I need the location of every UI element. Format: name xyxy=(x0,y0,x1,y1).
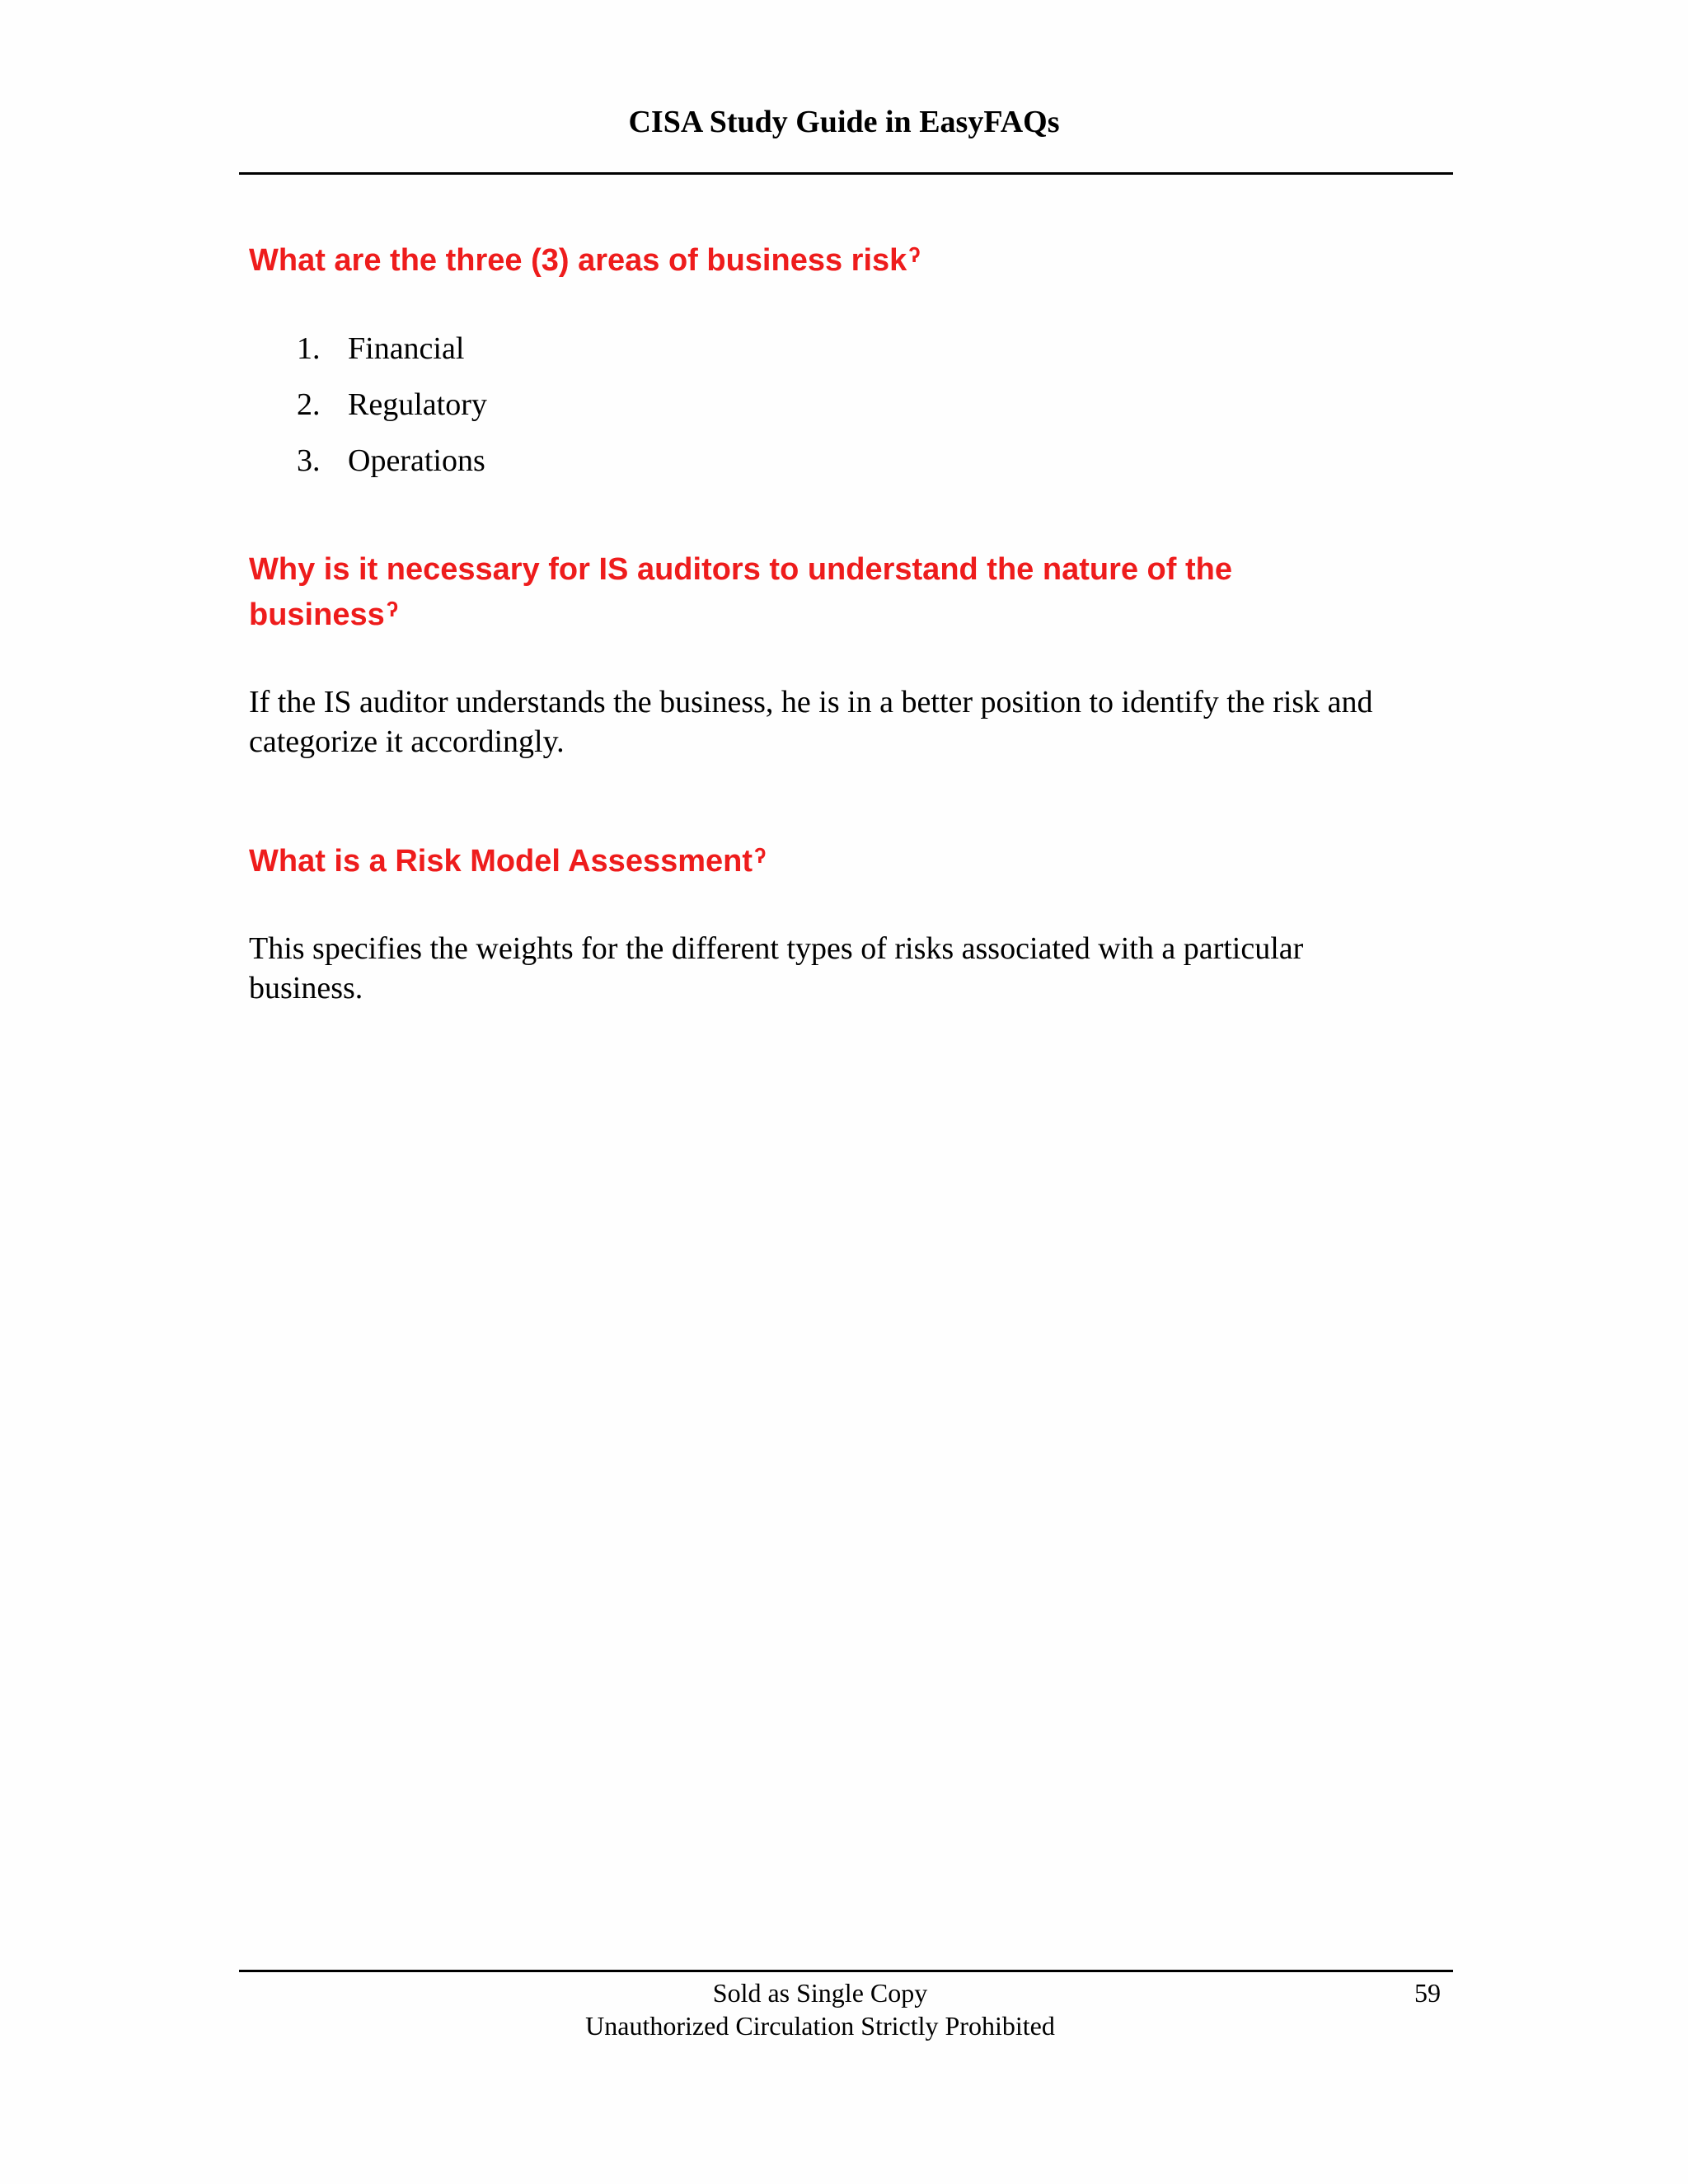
list-number: 3. xyxy=(297,443,321,478)
page-header-title: CISA Study Guide in EasyFAQs xyxy=(628,105,1060,139)
question-text-line1: Why is it necessary for IS auditors to understand the nature of the xyxy=(249,552,1232,587)
header-rule xyxy=(239,172,1453,175)
list-item xyxy=(249,433,1452,489)
list-text: Regulatory xyxy=(348,387,487,422)
list-item xyxy=(249,321,1452,377)
footer-rule xyxy=(239,1970,1453,1972)
answer-list xyxy=(249,321,1452,489)
answer-text-line1: This specifies the weights for the different types of risks associated with a particular xyxy=(249,931,1304,966)
question-mark: ʔ xyxy=(754,843,767,868)
answer-paragraph xyxy=(249,682,1452,762)
list-number: 2. xyxy=(297,387,321,422)
answer-text-line1: If the IS auditor understands the business, he is in a better position to identify the risk and xyxy=(249,685,1373,719)
question-text: What is a Risk Model Assessment xyxy=(249,844,753,879)
question-text-line2: business xyxy=(249,598,385,632)
answer-text-line2: categorize it accordingly. xyxy=(249,724,565,759)
question-heading xyxy=(249,836,1452,881)
question-heading xyxy=(249,235,1452,278)
list-text: Financial xyxy=(348,331,465,366)
footer-line2: Unauthorized Circulation Strictly Prohibited xyxy=(585,2011,1055,2041)
faq-understand-business xyxy=(249,550,1452,762)
question-mark: ʔ xyxy=(908,242,921,267)
list-text: Operations xyxy=(348,443,485,478)
question-heading xyxy=(249,550,1452,635)
list-item xyxy=(249,377,1452,433)
page-content xyxy=(249,235,1452,1008)
faq-risk-model-assessment xyxy=(249,836,1452,1008)
list-number: 1. xyxy=(297,331,321,366)
page-number: 59 xyxy=(1414,1978,1441,2008)
answer-paragraph xyxy=(249,929,1452,1008)
page-footer xyxy=(0,1976,1640,2042)
question-mark: ʔ xyxy=(386,597,399,621)
answer-text-line2: business. xyxy=(249,971,363,1005)
question-text: What are the three (3) areas of business risk xyxy=(249,243,907,278)
footer-line1: Sold as Single Copy xyxy=(712,1978,928,2008)
faq-business-risk-areas xyxy=(249,235,1452,489)
